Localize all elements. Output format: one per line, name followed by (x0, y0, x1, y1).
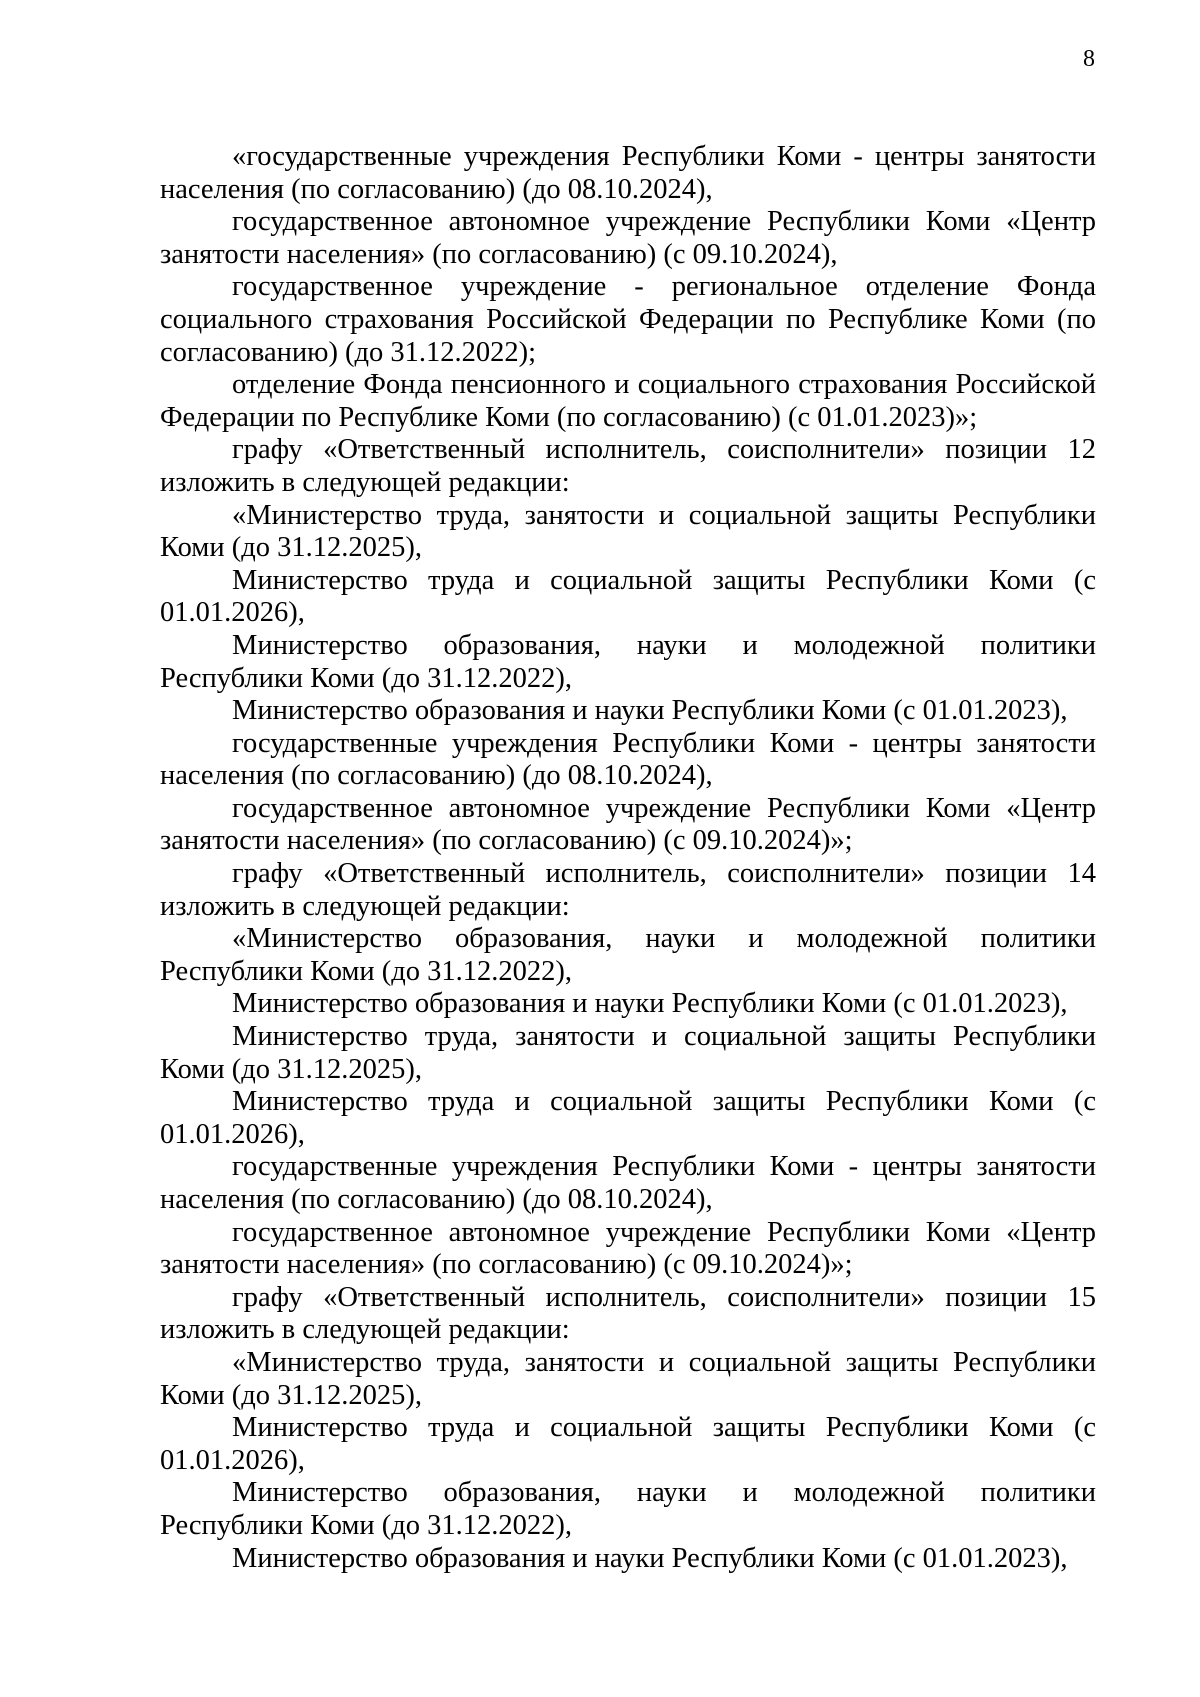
paragraph: Министерство труда и социальной защиты Республики Коми (с 01.01.2026), (160, 1412, 1096, 1476)
paragraph: Министерство образования и науки Республики Коми (с 01.01.2023), (232, 695, 1068, 727)
paragraph: «государственные учреждения Республики Коми - центры занятости населения (по согласованию) (до 08.10.2024), (160, 141, 1096, 205)
paragraph: Министерство образования, науки и молодежной политики Республики Коми (до 31.12.2022), (160, 1477, 1096, 1541)
paragraph: государственное автономное учреждение Республики Коми «Центр занятости населения» (по согласованию) (с 09.10.2024)»; (160, 792, 1096, 857)
paragraph: государственное автономное учреждение Республики Коми «Центр занятости населения» (по согласованию) (с 09.10.2024), (160, 206, 1096, 270)
paragraph: государственное автономное учреждение Республики Коми «Центр занятости населения» (по согласованию) (с 09.10.2024)»; (160, 1216, 1096, 1281)
paragraph: Министерство труда, занятости и социальной защиты Республики Коми (до 31.12.2025), (160, 1021, 1096, 1085)
paragraph: Министерство труда и социальной защиты Республики Коми (с 01.01.2026), (160, 564, 1096, 629)
page-number: 8 (1083, 46, 1095, 72)
paragraph: Министерство образования и науки Республики Коми (с 01.01.2023), (232, 1542, 1068, 1574)
paragraph: государственные учреждения Республики Коми - центры занятости населения (по согласованию) (до 08.10.2024), (160, 1151, 1096, 1215)
paragraph: государственные учреждения Республики Коми - центры занятости населения (по согласованию) (до 08.10.2024), (160, 727, 1096, 792)
paragraph: графу «Ответственный исполнитель, соисполнители» позиции 12 изложить в следующей редакции: (160, 434, 1096, 498)
paragraph: графу «Ответственный исполнитель, соисполнители» позиции 14 изложить в следующей редакции: (160, 858, 1096, 922)
paragraph: «Министерство труда, занятости и социальной защиты Республики Коми (до 31.12.2025), (160, 1346, 1096, 1411)
paragraph: «Министерство труда, занятости и социальной защиты Республики Коми (до 31.12.2025), (160, 499, 1096, 564)
paragraph: Министерство образования, науки и молодежной политики Республики Коми (до 31.12.2022), (160, 629, 1096, 694)
paragraph: Министерство труда и социальной защиты Республики Коми (с 01.01.2026), (160, 1086, 1096, 1150)
paragraph: отделение Фонда пенсионного и социального страхования Российской Федерации по Республике Коми (по согласованию) (с 01.01.2023)»; (160, 369, 1096, 433)
document-body (160, 141, 1096, 1575)
paragraph: графу «Ответственный исполнитель, соисполнители» позиции 15 изложить в следующей редакции: (160, 1281, 1096, 1346)
paragraph: «Министерство образования, науки и молодежной политики Республики Коми (до 31.12.2022), (160, 923, 1096, 987)
paragraph: Министерство образования и науки Республики Коми (с 01.01.2023), (232, 988, 1068, 1020)
paragraph: государственное учреждение - региональное отделение Фонда социального страхования Российской Федерации по Республике Коми (по согласованию) (до 31.12.2022); (160, 271, 1096, 368)
